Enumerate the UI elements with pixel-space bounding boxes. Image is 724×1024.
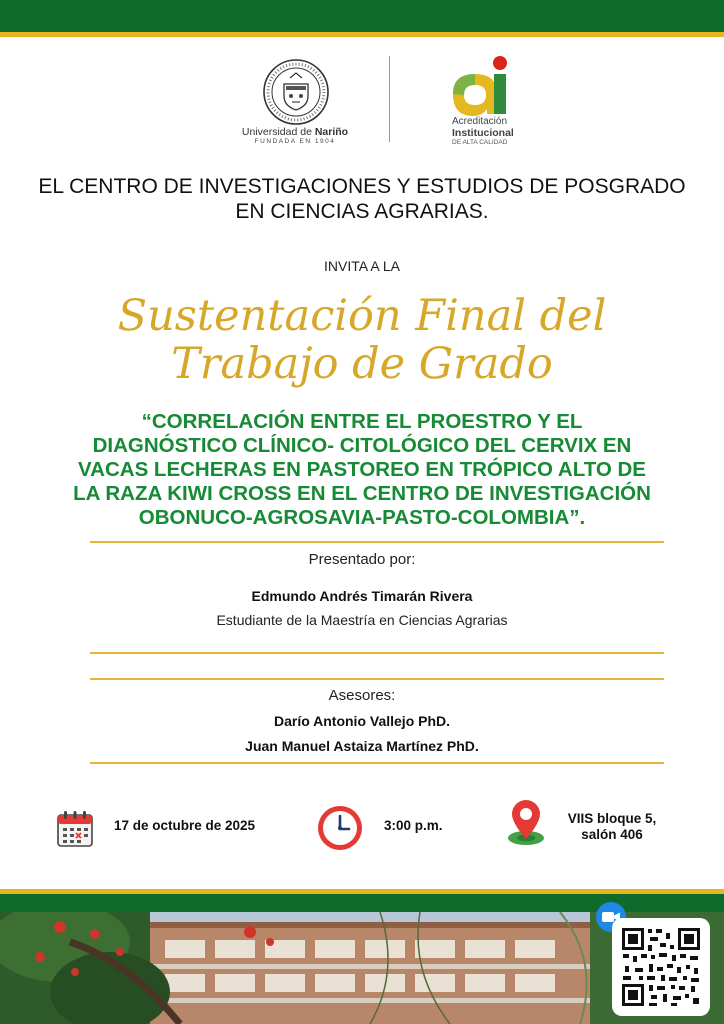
clock-icon xyxy=(316,804,364,852)
calendar-icon xyxy=(56,810,94,848)
presenter-label: Presentado por: xyxy=(308,551,416,568)
accreditation-line-1: Acreditación xyxy=(452,116,508,127)
thesis-title: “CORRELACIÓN ENTRE EL PROESTRO Y EL DIAGNÓSTICO CLÍNICO- CITOLÓGICO DEL CERVIX EN VACAS LECHERAS EN PASTOREO EN TRÓPICO ALTO DE LA RAZA KIWI CROSS EN EL CENTRO DE INVESTIGACIÓN OBONUCO-AGROSAVIA-PASTO-COLOMBIA”. xyxy=(73,410,651,529)
event-location: VIIS bloque 5, salón 406 xyxy=(567,811,657,842)
top-green-band xyxy=(0,0,724,32)
presenter-name: Edmundo Andrés Timarán Rivera xyxy=(251,588,473,604)
event-title: Sustentación Final del Trabajo de Grado xyxy=(117,291,607,389)
location-pin-icon xyxy=(504,800,548,846)
divider-line xyxy=(90,678,664,680)
qr-code-card[interactable] xyxy=(612,918,710,1016)
advisor-name: Darío Antonio Vallejo PhD. xyxy=(273,713,451,729)
presenter-role: Estudiante de la Maestría en Ciencias Agrarias xyxy=(216,612,508,628)
accreditation-ai-logo xyxy=(450,54,520,116)
organizer-heading: EL CENTRO DE INVESTIGACIONES Y ESTUDIOS DE POSGRADO EN CIENCIAS AGRARIAS. xyxy=(38,175,686,223)
invite-text: INVITA A LA xyxy=(323,258,400,274)
accreditation-line-2: Institucional xyxy=(452,127,514,139)
university-founded: FUNDADA EN 1904 xyxy=(254,138,336,145)
qr-code[interactable] xyxy=(620,926,702,1008)
advisor-name: Juan Manuel Astaiza Martínez PhD. xyxy=(245,738,479,754)
university-name: Universidad de Nariño xyxy=(241,126,349,138)
accreditation-line-3: DE ALTA CALIDAD xyxy=(452,139,508,146)
divider-line xyxy=(90,762,664,764)
event-date: 17 de octubre de 2025 xyxy=(114,818,256,833)
divider-line xyxy=(90,652,664,654)
university-seal-icon xyxy=(262,58,330,126)
top-gold-stripe xyxy=(0,32,724,37)
logo-header xyxy=(0,52,724,152)
divider-line xyxy=(90,541,664,543)
advisors-label: Asesores: xyxy=(328,687,396,704)
logo-divider xyxy=(389,56,390,142)
event-time: 3:00 p.m. xyxy=(384,818,443,833)
